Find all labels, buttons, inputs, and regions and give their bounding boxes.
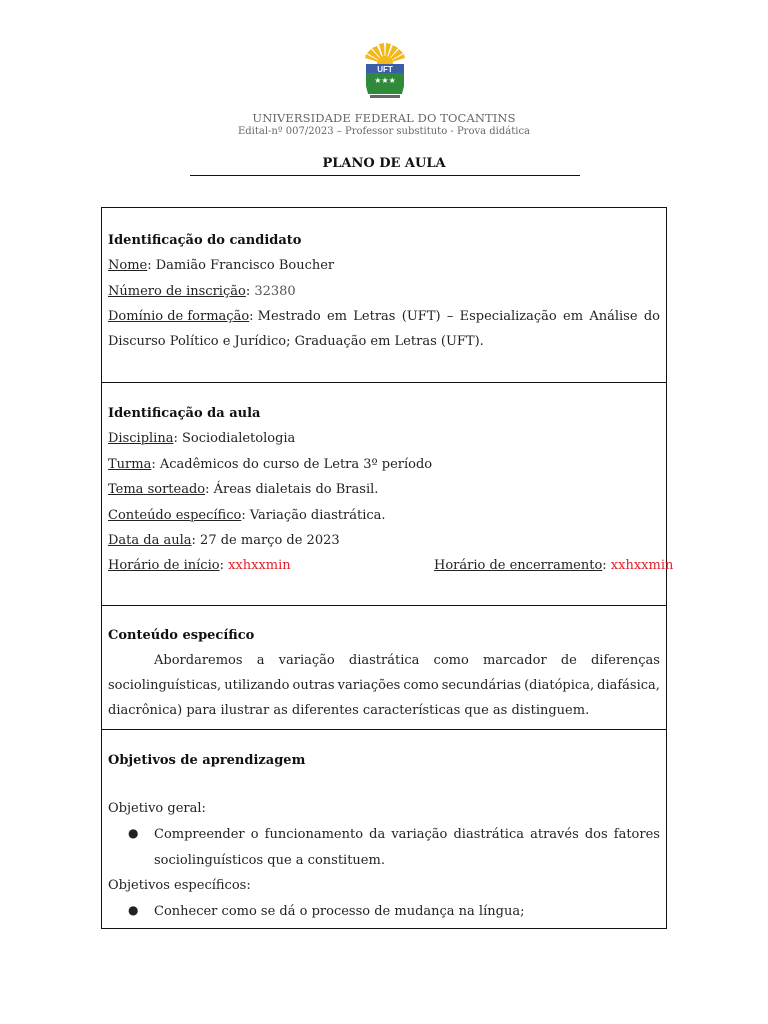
- content-paragraph-line-3: diacrônica) para ilustrar as diferentes características que as distinguem.: [108, 703, 590, 718]
- date-value: : 27 de março de 2023: [191, 533, 340, 548]
- discipline-label: Disciplina: [108, 431, 174, 446]
- end-time-value: xxhxxmin: [610, 558, 674, 573]
- university-name: UNIVERSIDADE FEDERAL DO TOCANTINS: [252, 111, 516, 125]
- svg-text:★★★: ★★★: [374, 76, 396, 85]
- start-time-value: xxhxxmin: [228, 558, 291, 573]
- formation-label: Domínio de formação: [108, 309, 250, 324]
- start-time-label: Horário de início: [108, 558, 220, 573]
- name-label: Nome: [108, 258, 148, 273]
- specific-content-label: Conteúdo específico: [108, 508, 242, 523]
- name-row: [108, 257, 660, 274]
- class-group-label: Turma: [108, 457, 152, 472]
- specific-content-row: [108, 507, 660, 524]
- specific-objective-item: Conhecer como se dá o processo de mudança na língua;: [154, 904, 525, 919]
- uft-logo: [362, 40, 408, 102]
- specific-objectives-label: Objetivos específicos:: [108, 878, 251, 893]
- topic-row: [108, 481, 660, 498]
- date-label: Data da aula: [108, 533, 192, 548]
- specific-content-value: : Variação diastrática.: [241, 508, 386, 523]
- edital-subtitle: Edital-nº 007/2023 – Professor substituto - Prova didática: [237, 126, 531, 137]
- class-group-value: : Acadêmicos do curso de Letra 3º período: [151, 457, 433, 472]
- bullet-icon: ●: [128, 826, 139, 840]
- discipline-value: : Sociodialetologia: [173, 431, 296, 446]
- content-paragraph-line-2: sociolinguísticas, utilizando outras variações como secundárias (diatópica, diafásica,: [108, 678, 660, 693]
- end-time: Horário de encerramento: xxhxxmin: [434, 558, 674, 573]
- formation-row-2: Discurso Político e Jurídico; Graduação em Letras (UFT).: [108, 334, 484, 349]
- formation-row-1: Domínio de formação: Mestrado em Letras (UFT) – Especialização em Análise do: [108, 309, 660, 324]
- class-heading: Identificação da aula: [108, 406, 261, 421]
- candidate-section: [102, 208, 666, 383]
- schedule-row: Horário de início: xxhxxmin Horário de encerramento: xxhxxmin: [108, 558, 674, 573]
- general-objective-line-1: Compreender o funcionamento da variação diastrática através dos fatores: [154, 827, 660, 842]
- content-paragraph-line-1: Abordaremos a variação diastrática como marcador de diferenças: [154, 653, 660, 668]
- general-objective-label: Objetivo geral:: [108, 801, 206, 816]
- registration-label: Número de inscrição: [108, 284, 246, 299]
- registration-value: 32380: [254, 284, 296, 299]
- discipline-row: [108, 430, 660, 447]
- content-heading: Conteúdo específico: [108, 628, 255, 643]
- objectives-section: [102, 729, 666, 928]
- date-row: [108, 532, 660, 549]
- general-objective-line-2: sociolinguísticos que a constituem.: [154, 853, 385, 868]
- class-group-row: [108, 456, 660, 473]
- class-section: [102, 382, 674, 606]
- content-section: [102, 605, 666, 730]
- registration-row: Número de inscrição: 32380: [108, 284, 296, 299]
- objectives-heading: Objetivos de aprendizagem: [108, 753, 306, 768]
- name-value: : Damião Francisco Boucher: [147, 258, 335, 273]
- logo-text: UFT: [377, 65, 393, 74]
- end-time-label: Horário de encerramento: [434, 558, 603, 573]
- topic-value: : Áreas dialetais do Brasil.: [205, 482, 379, 497]
- bullet-icon: ●: [128, 903, 139, 917]
- topic-label: Tema sorteado: [108, 482, 206, 497]
- candidate-heading: Identificação do candidato: [108, 233, 302, 248]
- title-underline: [190, 175, 580, 176]
- lesson-plan-table: [101, 207, 674, 929]
- page-title: PLANO DE AULA: [322, 156, 446, 171]
